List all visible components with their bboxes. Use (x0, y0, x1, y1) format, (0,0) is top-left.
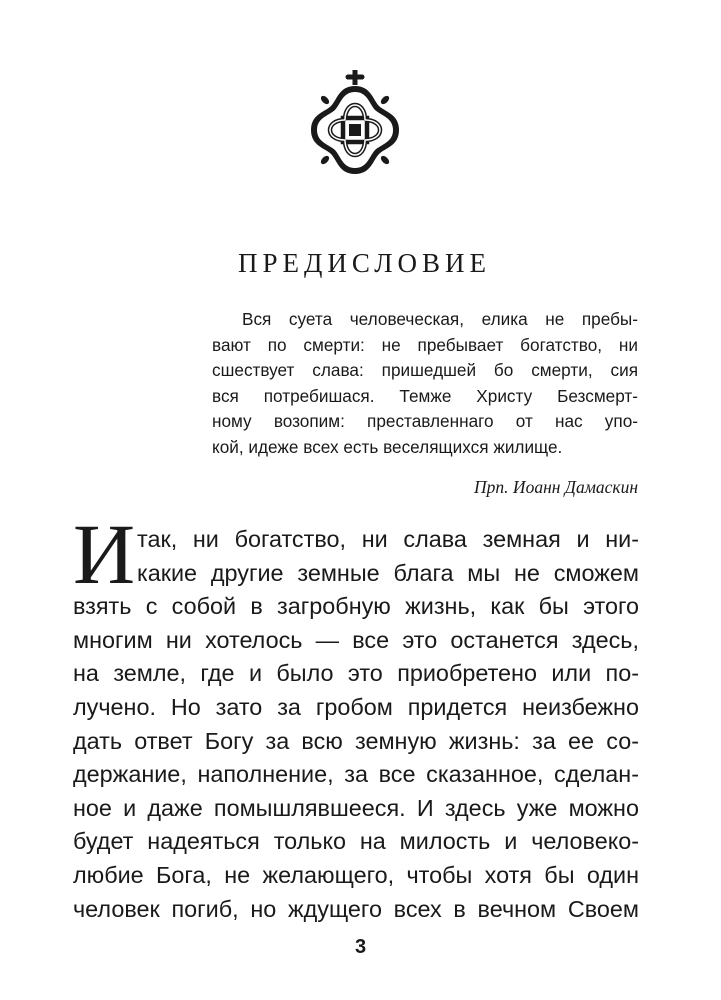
body-line: любие Бога, не желающего, чтобы хотя бы один (73, 861, 639, 888)
drop-cap: И (73, 506, 136, 602)
page-title: ПРЕДИСЛОВИЕ (237, 248, 492, 278)
epigraph-attribution: Прп. Иоанн Дамаскин (474, 477, 638, 497)
body-text (73, 506, 639, 926)
celtic-knot-cross-ornament-icon (310, 70, 400, 178)
epigraph (212, 307, 638, 460)
body-line: на земле, где и было это приобретено или по- (73, 660, 639, 687)
body-line: какие другие земные блага мы не сможем (137, 559, 639, 586)
epigraph-line: сшествует слава: пришедшей бо смерти, сия (212, 360, 638, 380)
epigraph-line: кой, идеже всех есть веселящихся жилище. (212, 436, 563, 457)
body-line: держание, наполнение, за все сказанное, сделан- (73, 761, 639, 788)
body-line: дать ответ Богу за всю земную жизнь: за ее со- (73, 727, 639, 754)
epigraph-line: вся потребишася. Темже Христу Безсмерт- (212, 385, 638, 406)
body-line: так, ни богатство, ни слава земная и ни- (137, 526, 639, 552)
body-line: человек погиб, но ждущего всех в вечном Своем (73, 895, 639, 922)
body-line: взять с собой в загробную жизнь, как бы этого (73, 593, 639, 620)
body-line: ное и даже помышлявшееся. И здесь уже можно (73, 794, 639, 821)
body-line: многим ни хотелось — все это останется здесь, (73, 626, 639, 653)
body-line: лучено. Но зато за гробом придется неизбежно (73, 693, 639, 720)
epigraph-line: Вся суета человеческая, елика не пребы- (242, 309, 638, 329)
body-line: будет надеяться только на милость и человеко- (73, 828, 639, 855)
epigraph-line: ному возопим: преставленнаго от нас упо- (212, 411, 638, 431)
epigraph-line: вают по смерти: не пребывает богатство, ни (212, 334, 638, 355)
page-number: 3 (354, 936, 367, 958)
